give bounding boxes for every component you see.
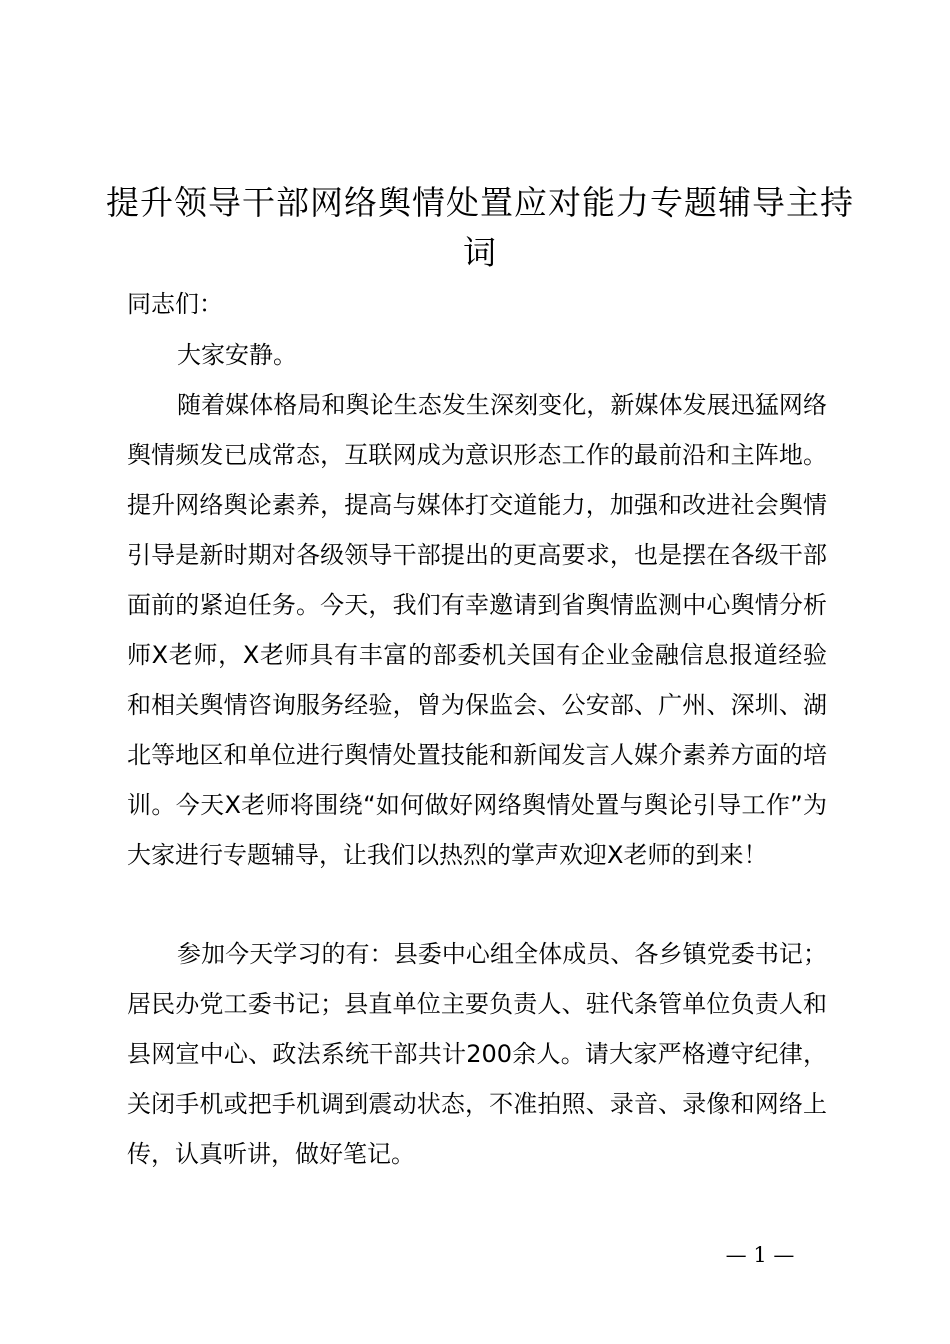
paragraph-attendance: 参加今天学习的有：县委中心组全体成员、各乡镇党委书记；居民办党工委书记；县直单位主要负责人、驻代条管单位负责人和县网宣中心、政法系统干部共计200余人。请大家严格遵守纪律，关闭手机或把手机调到震动状态，不准拍照、录音、录像和网络上传，认真听讲，做好笔记。 (127, 940, 827, 1168)
paragraph-introduction: 随着媒体格局和舆论生态发生深刻变化，新媒体发展迅猛网络舆情频发已成常态，互联网成为意识形态工作的最前沿和主阵地。提升网络舆论素养，提高与媒体打交道能力，加强和改进社会舆情引导是新时期对各级领导干部提出的更高要求，也是摆在各级干部面前的紧迫任务。今天，我们有幸邀请到省舆情监测中心舆情分析师X老师，X老师具有丰富的部委机关国有企业金融信息报道经验和相关舆情咨询服务经验，曾为保监会、公安部、广州、深圳、湖北等地区和单位进行舆情处置技能和新闻发言人媒介素养方面的培训。今天X老师将围绕“如何做好网络舆情处置与舆论引导工作”为大家进行专题辅导，让我们以热烈的掌声欢迎X老师的到来！ (127, 391, 827, 869)
paragraph-opening: 大家安静。 (177, 341, 297, 369)
page-number: — 1 — (725, 1243, 795, 1267)
salutation: 同志们： (127, 290, 223, 318)
document-title: 提升领导干部网络舆情处置应对能力专题辅导主持词 (106, 183, 854, 272)
